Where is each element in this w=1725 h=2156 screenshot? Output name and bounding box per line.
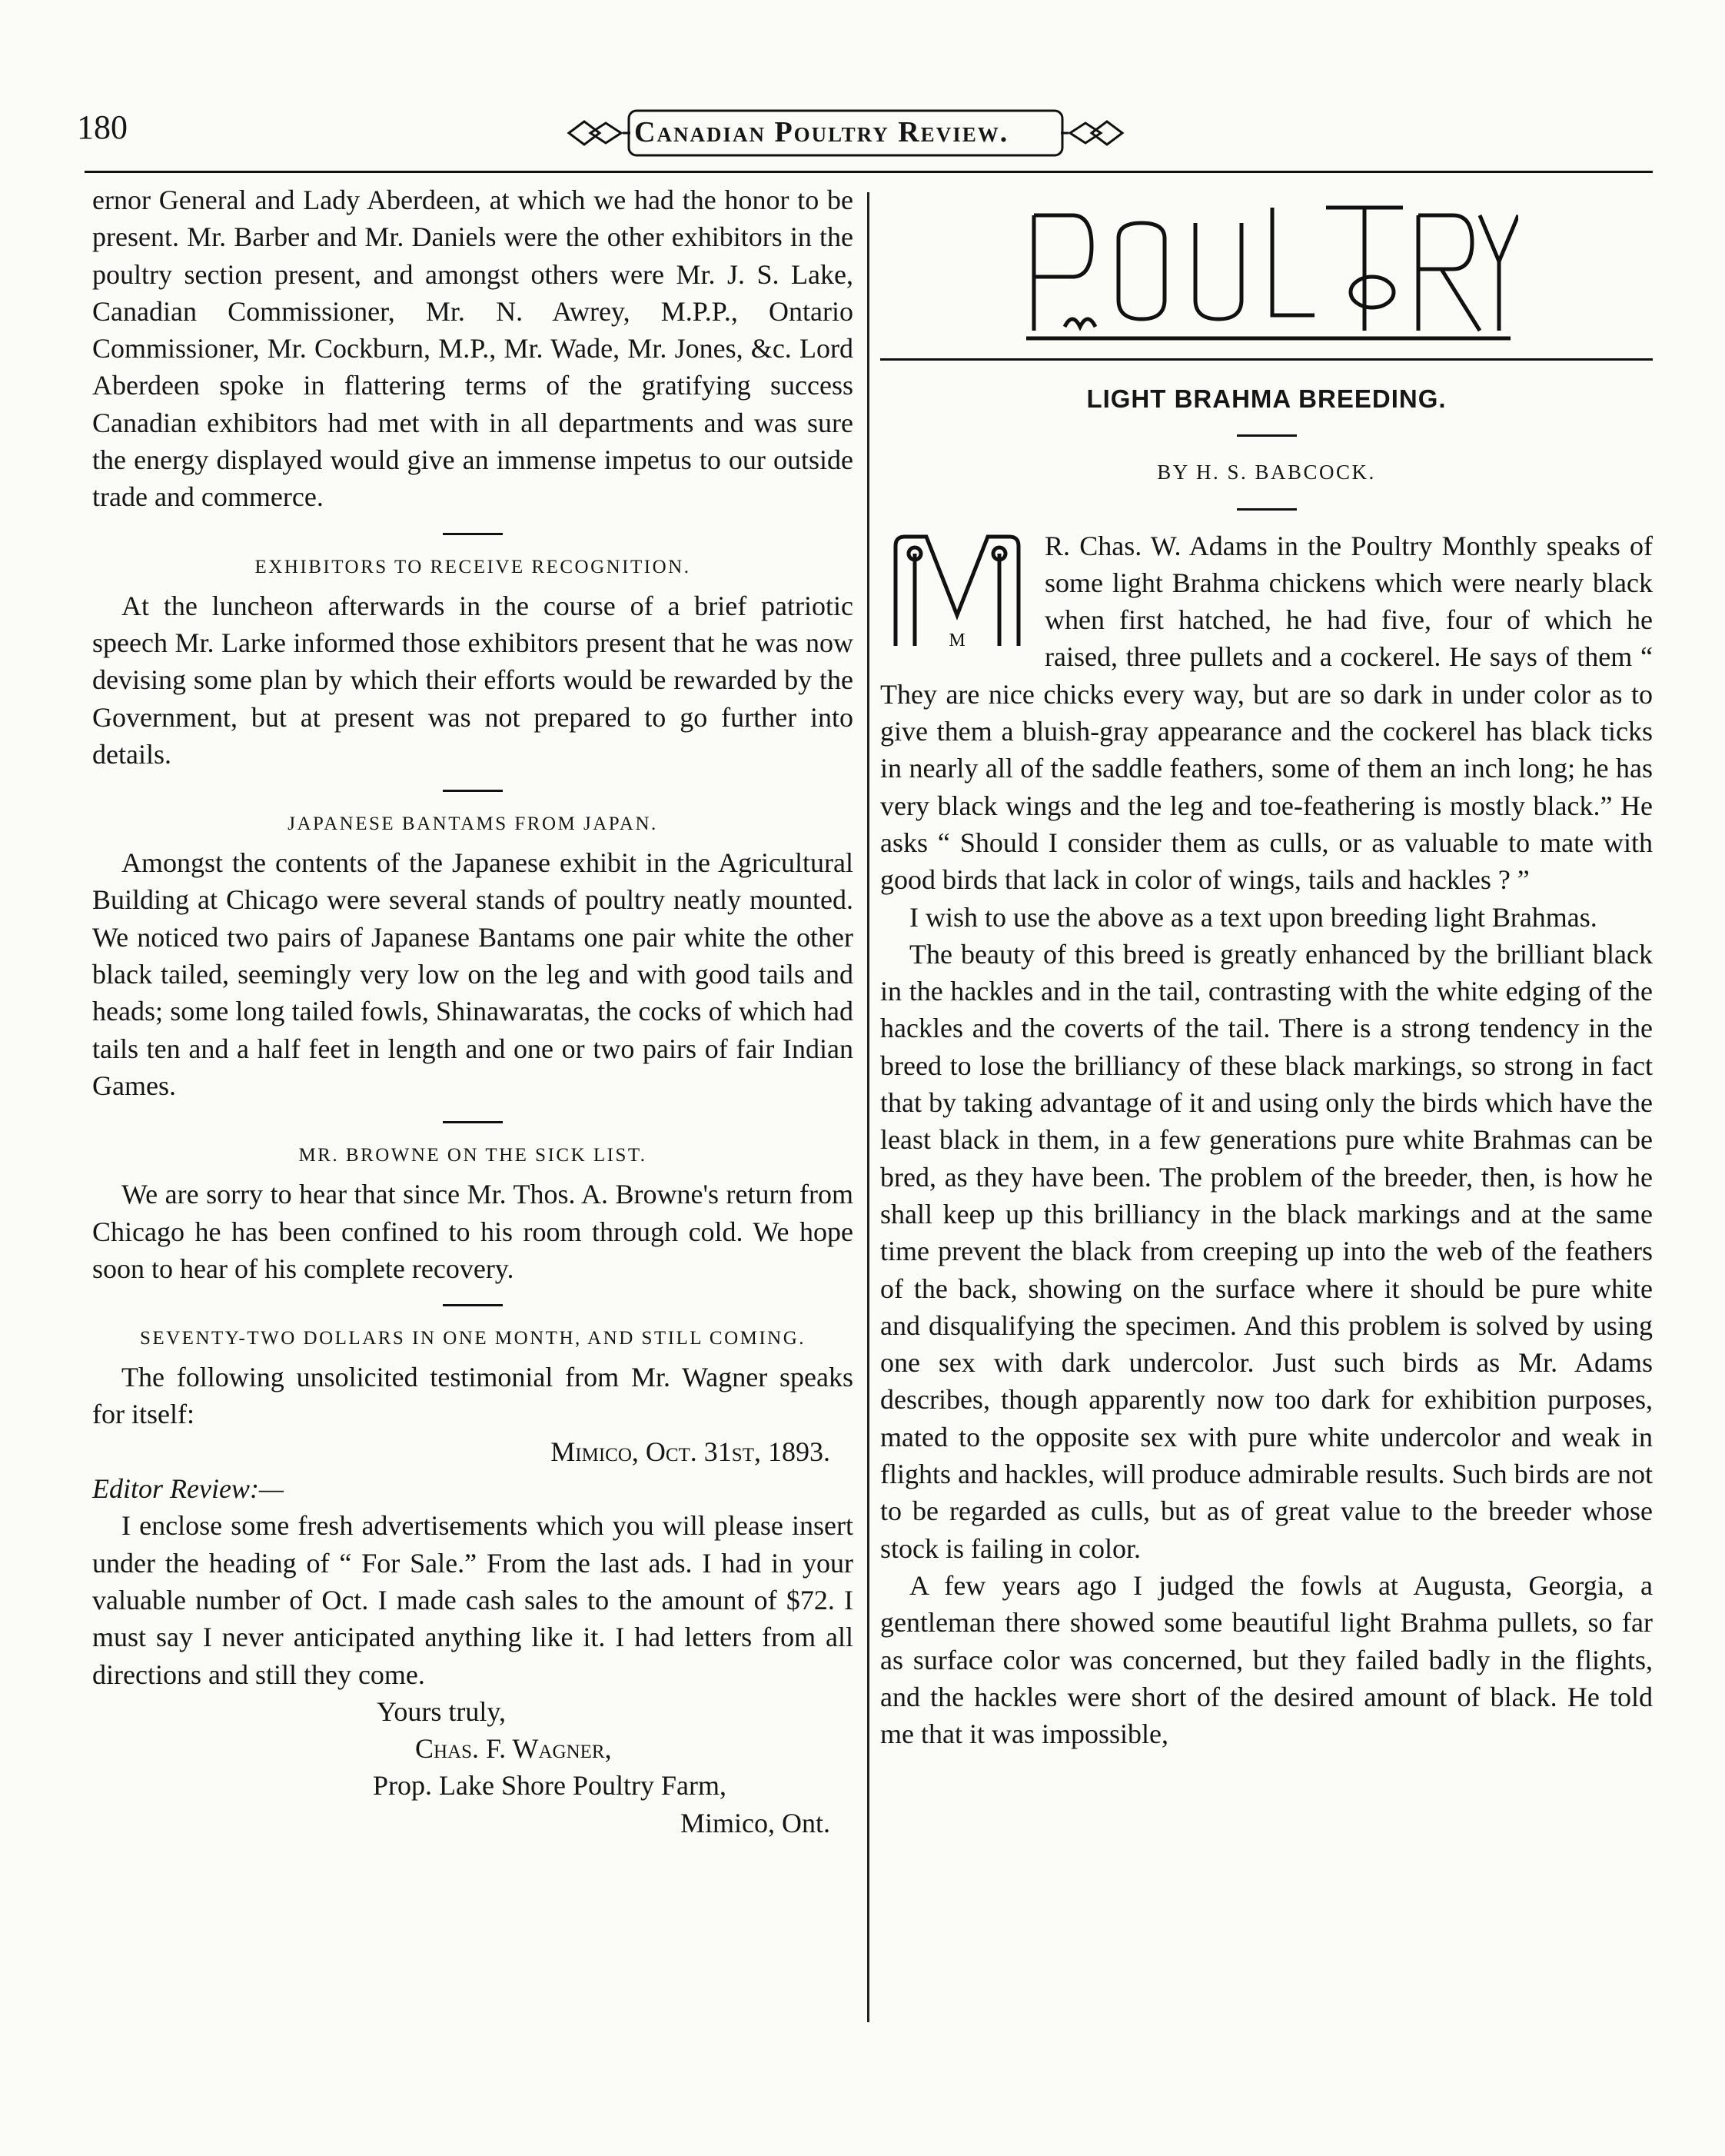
article-paragraph: A few years ago I judged the fowls at Augusta, Georgia, a gentleman there showed some beautiful light Brahma pullets, so far as surface color was concerned, but they failed badly in the flights, and the hackles were short of the desired amount of black. He told me that it was impossible,	[880, 1569, 1653, 1750]
section-title: SEVENTY-TWO DOLLARS IN ONE MONTH, AND STILL COMING.	[139, 1328, 806, 1349]
section-body: The following unsolicited testimonial from Mr. Wagner speaks for itself:	[92, 1362, 853, 1430]
section-title: MR. BROWNE ON THE SICK LIST.	[298, 1145, 647, 1166]
drop-cap	[880, 531, 1034, 654]
letter-salutation: Editor Review:—	[92, 1473, 284, 1505]
article-paragraph: R. Chas. W. Adams in the Poultry Monthly speaks of some light Brahma chickens which were nearly black when first hatched, he had five, four of which he raised, three pullets and a cockerel. He says of them “ They are nice chicks every way, but are so dark in under color as to give them a bluish-gray appearance and the cockerel has black ticks in nearly all of the saddle feathers, some of them an inch long; he has very black wings and the leg and toe-feathering is mostly black.” He asks “ Should I consider them as culls, or as valuable to mate with good birds that lack in color of wings, tails and hackles ? ”	[880, 530, 1653, 896]
letter-body: I enclose some fresh advertisements which you will please insert under the heading of “ For Sale.” From the last ads. I had in your valuable number of Oct. I made cash sales to the amount of $72. I must say I never anticipated anything like it. I had letters from all directions and still they come.	[92, 1510, 853, 1690]
section-body: Amongst the contents of the Japanese exhibit in the Agricultural Building at Chicago were several stands of poultry neatly mounted. We noticed two pairs of Japanese Bantams one pair white the other black tailed, seemingly very low on the leg and with good tails and heads; some long tailed fowls, Shinawaratas, the cocks of which had tails ten and a half feet in length and one or two pairs of fair Indian Games.	[92, 847, 853, 1101]
right-column	[880, 181, 1653, 1752]
banner-rule	[880, 358, 1653, 361]
svg-text:M: M	[949, 630, 966, 650]
letter-signer-title: Prop. Lake Shore Poultry Farm,	[373, 1770, 726, 1802]
section-divider	[443, 790, 503, 792]
section-divider	[443, 1304, 503, 1306]
letter-place: Mimico, Ont.	[680, 1807, 830, 1838]
intro-paragraph: ernor General and Lady Aberdeen, at which we had the honor to be present. Mr. Barber and Mr. Daniels were the other exhibitors in the poultry section present, and amongst others were Mr. J. S. Lake, Canadian Commissioner, Mr. N. Awrey, M.P.P., Ontario Commissioner, Mr. Cockburn, M.P., Mr. Wade, Mr. Jones, &c. Lord Aberdeen spoke in flattering terms of the gratifying success Canadian exhibitors had met with in all departments and was sure the energy displayed would give an immense impetus to our outside trade and commerce.	[92, 185, 853, 513]
letter-dateline: Mimico, Oct. 31st, 1893.	[550, 1436, 830, 1467]
section-divider	[443, 1121, 503, 1123]
article-paragraph: The beauty of this breed is greatly enhanced by the brilliant black in the hackles and in the tail, contrasting with the white edging of the hackles and the coverts of the tail. There is a strong tendency in the breed to lose the brilliancy of these black markings, so strong in fact that by taking advantage of it and using only the birds which have the least black in them, in a few generations pure white Brahmas can be bred, as they have been. The problem of the breeder, then, is how he shall keep up this brilliancy in the black markings and at the same time prevent the black from creeping up into the web of the feathers of the back, showing on the surface where it should be pure white and disqualifying the specimen. And this problem is solved by using one sex with dark undercolor. Just such birds as Mr. Adams describes, though apparently now too dark for exhibition purposes, mated to the opposite sex with pure white undercolor and weak in flights and hackles, will produce admirable results. Such birds are not to be regarded as culls, but as of great value to the breeder whose stock is failing in color.	[880, 938, 1653, 1564]
column-divider	[867, 192, 869, 2022]
section-body: At the luncheon afterwards in the course of a brief patriotic speech Mr. Larke informed those exhibitors present that he was now devising some plan by which their efforts would be rewarded by the Government, but at present was not prepared to go further into details.	[92, 590, 853, 770]
letter-closing: Yours truly,	[377, 1695, 507, 1727]
masthead	[561, 106, 1130, 160]
page-number: 180	[77, 108, 128, 146]
letter-signature: Chas. F. Wagner,	[415, 1733, 612, 1765]
article-title: LIGHT BRAHMA BREEDING.	[1086, 384, 1447, 413]
poultry-banner	[880, 181, 1653, 358]
section-title: JAPANESE BANTAMS FROM JAPAN.	[288, 813, 658, 835]
section-body: We are sorry to hear that since Mr. Thos. A. Browne's return from Chicago he has been confined to his room through cold. We hope soon to hear of his complete recovery.	[92, 1179, 853, 1284]
article-paragraph: I wish to use the above as a text upon breeding light Brahmas.	[909, 901, 1597, 933]
section-divider	[443, 533, 503, 535]
left-column	[92, 181, 853, 1842]
masthead-title: Canadian Poultry Review.	[634, 116, 1009, 148]
section-divider	[1237, 434, 1297, 437]
section-divider	[1237, 508, 1297, 511]
article-byline: BY H. S. BABCOCK.	[1157, 461, 1376, 484]
poultry-banner-icon	[1019, 192, 1518, 346]
drop-cap-m-icon	[880, 531, 1034, 654]
section-title: EXHIBITORS TO RECEIVE RECOGNITION.	[254, 556, 691, 577]
header-rule	[85, 171, 1653, 173]
